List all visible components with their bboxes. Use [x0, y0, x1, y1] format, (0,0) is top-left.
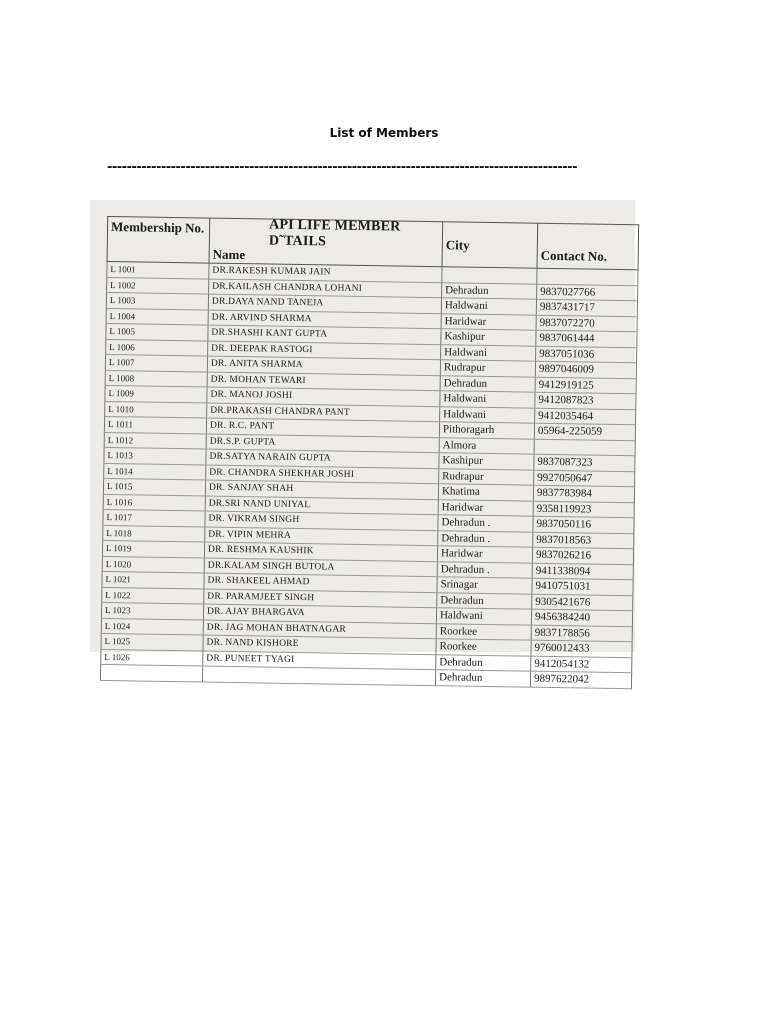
cell-name: DR. SHAKEEL AHMAD — [204, 573, 437, 592]
cell-name: DR. ARVIND SHARMA — [208, 310, 441, 329]
cell-city: Dehradun — [440, 375, 535, 392]
cell-city: Roorkee — [436, 623, 531, 640]
separator-line: ------------------------------------------------------------------------------------------------ — [107, 160, 577, 175]
cell-membership-no: L 1014 — [104, 463, 206, 480]
cell-membership-no: L 1009 — [105, 385, 207, 402]
cell-contact: 9412919125 — [535, 377, 636, 394]
cell-name: DR. MANOJ JOSHI — [207, 387, 440, 406]
cell-city: Kashipur — [439, 453, 534, 470]
cell-name: DR. PUNEET TYAGI — [203, 651, 436, 670]
cell-city: Haldwani — [440, 391, 535, 408]
cell-name: DR. CHANDRA SHEKHAR JOSHI — [206, 465, 439, 484]
members-table — [100, 216, 639, 689]
cell-name: DR. VIPIN MEHRA — [205, 527, 438, 546]
cell-contact — [534, 439, 635, 456]
cell-membership-no: L 1022 — [102, 587, 204, 604]
cell-name: DR.DAYA NAND TANEJA — [208, 294, 441, 313]
cell-contact: 9412035464 — [535, 408, 636, 425]
cell-membership-no: L 1007 — [105, 354, 207, 371]
cell-city: Khatima — [438, 484, 533, 501]
cell-name — [202, 666, 435, 685]
cell-membership-no: L 1021 — [102, 571, 204, 588]
cell-contact: 9411338094 — [532, 563, 633, 580]
cell-membership-no: L 1006 — [106, 339, 208, 356]
cell-membership-no: L 1001 — [107, 261, 209, 278]
cell-city — [442, 267, 537, 284]
cell-contact: 9305421676 — [532, 594, 633, 611]
table-heading: API LIFE MEMBER D˜TAILS — [268, 217, 401, 250]
table-body — [100, 261, 638, 688]
cell-name: DR. SANJAY SHAH — [205, 480, 438, 499]
column-header-contact: Contact No. — [537, 223, 639, 270]
cell-city: Rudrapur — [439, 468, 534, 485]
column-header-name — [209, 218, 443, 267]
cell-city: Dehradun . — [438, 515, 533, 532]
cell-membership-no: L 1019 — [102, 540, 204, 557]
cell-contact: 9837027766 — [537, 284, 638, 301]
cell-membership-no: L 1002 — [107, 277, 209, 294]
cell-city: Dehradun . — [438, 530, 533, 547]
cell-name: DR.KAILASH CHANDRA LOHANI — [209, 279, 442, 298]
cell-city: Srinagar — [437, 577, 532, 594]
cell-contact: 9837783984 — [533, 485, 634, 502]
cell-city: Haridwar — [438, 499, 533, 516]
cell-name: DR. RESHMA KAUSHIK — [204, 542, 437, 561]
cell-city: Haldwani — [441, 298, 536, 315]
cell-city: Dehradun — [437, 592, 532, 609]
cell-city: Dehradun — [435, 670, 530, 687]
cell-name: DR. NAND KISHORE — [203, 635, 436, 654]
cell-city: Haldwani — [441, 344, 536, 361]
cell-membership-no: L 1011 — [104, 416, 206, 433]
cell-contact: 9927050647 — [534, 470, 635, 487]
cell-name: DR.SRI NAND UNIYAL — [205, 496, 438, 515]
cell-membership-no: L 1003 — [106, 292, 208, 309]
cell-contact: 9412054132 — [531, 656, 632, 673]
cell-name: DR. MOHAN TEWARI — [207, 372, 440, 391]
cell-name: DR.PRAKASH CHANDRA PANT — [207, 403, 440, 422]
cell-city: Kashipur — [441, 329, 536, 346]
cell-name: DR. R.C. PANT — [206, 418, 439, 437]
column-header-membership-no: Membership No. — [107, 216, 210, 263]
cell-contact: 9837061444 — [536, 330, 637, 347]
cell-contact: 9456384240 — [531, 609, 632, 626]
cell-name: DR. DEEPAK RASTOGI — [208, 341, 441, 360]
cell-contact: 9412087823 — [535, 392, 636, 409]
cell-name: DR.RAKESH KUMAR JAIN — [209, 263, 442, 282]
cell-contact: 05964-225059 — [534, 423, 635, 440]
cell-name: DR.SHASHI KANT GUPTA — [208, 325, 441, 344]
cell-contact: 9837087323 — [534, 454, 635, 471]
cell-name: DR.SATYA NARAIN GUPTA — [206, 449, 439, 468]
cell-membership-no: L 1017 — [103, 509, 205, 526]
cell-membership-no: L 1025 — [101, 633, 203, 650]
cell-contact: 9837026216 — [532, 547, 633, 564]
cell-name: DR.S.P. GUPTA — [206, 434, 439, 453]
cell-membership-no: L 1004 — [106, 308, 208, 325]
cell-membership-no: L 1026 — [101, 649, 203, 666]
cell-contact: 9837178856 — [531, 625, 632, 642]
cell-contact: 9897622042 — [530, 671, 631, 688]
cell-contact: 9837072270 — [536, 315, 637, 332]
cell-membership-no: L 1012 — [104, 432, 206, 449]
cell-contact: 9410751031 — [532, 578, 633, 595]
cell-name: DR. JAG MOHAN BHATNAGAR — [203, 620, 436, 639]
cell-city: Haridwar — [437, 546, 532, 563]
cell-membership-no — [100, 664, 202, 681]
cell-city: Roorkee — [436, 639, 531, 656]
cell-contact: 9837050116 — [533, 516, 634, 533]
cell-contact: 9760012433 — [531, 640, 632, 657]
cell-membership-no: L 1008 — [105, 370, 207, 387]
cell-city: Pithoragarh — [439, 422, 534, 439]
column-header-city: City — [442, 222, 538, 268]
cell-city: Almora — [439, 437, 534, 454]
cell-city: Haldwani — [440, 406, 535, 423]
cell-contact: 9837051036 — [536, 346, 637, 363]
cell-membership-no: L 1016 — [103, 494, 205, 511]
cell-city: Rudrapur — [440, 360, 535, 377]
cell-name: DR.KALAM SINGH BUTOLA — [204, 558, 437, 577]
cell-city: Haldwani — [436, 608, 531, 625]
cell-name: DR. AJAY BHARGAVA — [203, 604, 436, 623]
cell-name: DR. VIKRAM SINGH — [205, 511, 438, 530]
cell-membership-no: L 1015 — [103, 478, 205, 495]
cell-membership-no: L 1018 — [103, 525, 205, 542]
cell-city: Dehradun — [442, 282, 537, 299]
page-title: List of Members — [329, 126, 439, 140]
scanned-sheet — [86, 196, 638, 686]
cell-name: DR. PARAMJEET SINGH — [204, 589, 437, 608]
column-header-name-label: Name — [212, 246, 246, 263]
cell-contact: 9358119923 — [533, 501, 634, 518]
cell-city: Haridwar — [441, 313, 536, 330]
cell-contact: 9897046009 — [535, 361, 636, 378]
cell-membership-no: L 1010 — [105, 401, 207, 418]
scanned-member-table-image — [90, 200, 635, 686]
cell-name: DR. ANITA SHARMA — [207, 356, 440, 375]
cell-membership-no: L 1023 — [101, 602, 203, 619]
cell-membership-no: L 1024 — [101, 618, 203, 635]
cell-membership-no: L 1020 — [102, 556, 204, 573]
cell-contact — [537, 268, 638, 285]
cell-contact: 9837431717 — [536, 299, 637, 316]
cell-contact: 9837018563 — [533, 532, 634, 549]
cell-membership-no: L 1013 — [104, 447, 206, 464]
cell-membership-no: L 1005 — [106, 323, 208, 340]
cell-city: Dehradun — [436, 654, 531, 671]
cell-city: Dehradun . — [437, 561, 532, 578]
